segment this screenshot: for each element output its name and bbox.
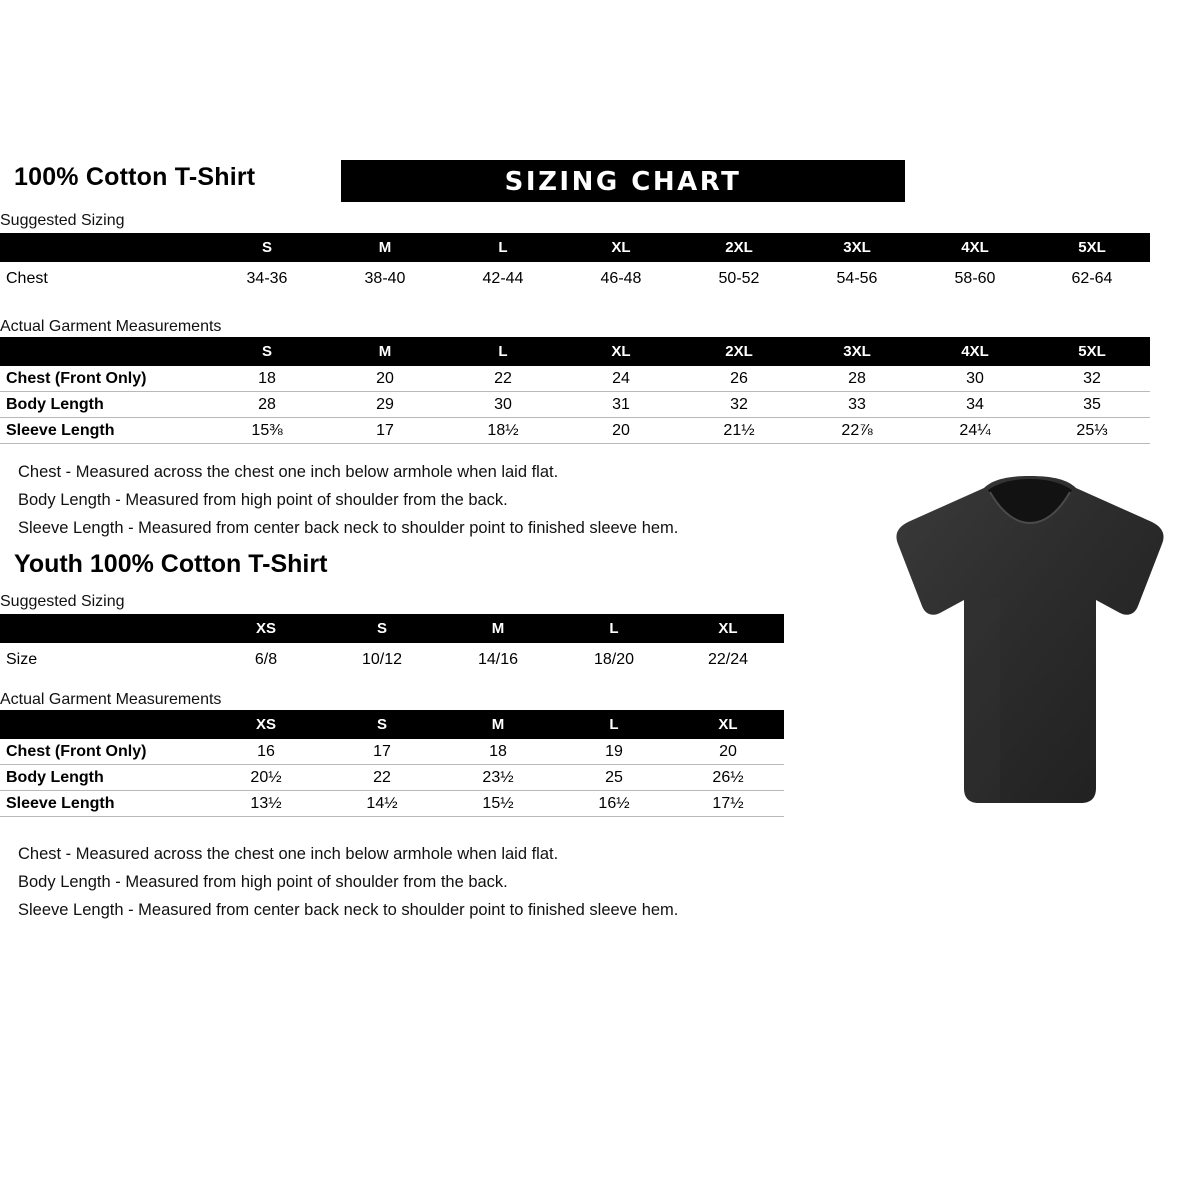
col-header: S — [208, 337, 326, 366]
youth-note-body-length: Body Length - Measured from high point of shoulder from the back. — [18, 873, 508, 891]
col-header: M — [326, 337, 444, 366]
col-header: 4XL — [916, 337, 1034, 366]
cell: 58-60 — [916, 262, 1034, 296]
cell: 33 — [798, 392, 916, 418]
cell: 38-40 — [326, 262, 444, 296]
tshirt-illustration — [880, 470, 1180, 810]
adult-note-chest: Chest - Measured across the chest one inch below armhole when laid flat. — [18, 463, 559, 481]
cell: 42-44 — [444, 262, 562, 296]
col-header: 5XL — [1034, 233, 1150, 262]
cell: 19 — [556, 739, 672, 765]
cell: 22 — [444, 366, 562, 392]
youth-suggested-sizing-table — [0, 614, 784, 677]
table-header-row — [0, 614, 784, 643]
cell: 35 — [1034, 392, 1150, 418]
cell: 18 — [440, 739, 556, 765]
table-header-row — [0, 233, 1150, 262]
cell: 34 — [916, 392, 1034, 418]
cell: 22/24 — [672, 643, 784, 677]
col-header — [0, 614, 208, 643]
cell: 26 — [680, 366, 798, 392]
col-header: XL — [672, 710, 784, 739]
col-header: L — [444, 337, 562, 366]
cell: 54-56 — [798, 262, 916, 296]
col-header: XL — [562, 233, 680, 262]
adult-suggested-sizing-label: Suggested Sizing — [0, 212, 125, 229]
col-header: XL — [562, 337, 680, 366]
youth-garment-measurements-table — [0, 710, 784, 817]
sizing-chart-banner-label: SIZING CHART — [504, 167, 742, 197]
table-row — [0, 791, 784, 817]
youth-suggested-sizing-label: Suggested Sizing — [0, 593, 125, 610]
cell: 20 — [562, 418, 680, 444]
row-label: Chest (Front Only) — [0, 739, 208, 765]
row-label: Sleeve Length — [0, 791, 208, 817]
adult-section-title: 100% Cotton T-Shirt — [14, 163, 256, 191]
table-row — [0, 739, 784, 765]
col-header: M — [440, 710, 556, 739]
cell: 24 — [562, 366, 680, 392]
youth-note-chest: Chest - Measured across the chest one inch below armhole when laid flat. — [18, 845, 559, 863]
cell: 28 — [208, 392, 326, 418]
cell: 22 — [324, 765, 440, 791]
table-row — [0, 262, 1150, 296]
cell: 29 — [326, 392, 444, 418]
col-header: M — [440, 614, 556, 643]
cell: 6/8 — [208, 643, 324, 677]
table-row — [0, 418, 1150, 444]
cell: 32 — [1034, 366, 1150, 392]
col-header: L — [444, 233, 562, 262]
cell: 15½ — [440, 791, 556, 817]
col-header: S — [324, 614, 440, 643]
col-header: 2XL — [680, 337, 798, 366]
col-header: 4XL — [916, 233, 1034, 262]
row-label: Body Length — [0, 392, 208, 418]
col-header — [0, 233, 208, 262]
row-label: Chest (Front Only) — [0, 366, 208, 392]
cell: 24¼ — [916, 418, 1034, 444]
cell: 50-52 — [680, 262, 798, 296]
cell: 21½ — [680, 418, 798, 444]
col-header: 2XL — [680, 233, 798, 262]
cell: 18/20 — [556, 643, 672, 677]
cell: 17½ — [672, 791, 784, 817]
cell: 14/16 — [440, 643, 556, 677]
cell: 46-48 — [562, 262, 680, 296]
table-row — [0, 366, 1150, 392]
cell: 22⅞ — [798, 418, 916, 444]
cell: 14½ — [324, 791, 440, 817]
cell: 17 — [326, 418, 444, 444]
youth-note-sleeve-length: Sleeve Length - Measured from center back neck to shoulder point to finished sleeve hem. — [18, 901, 679, 919]
cell: 18 — [208, 366, 326, 392]
cell: 25 — [556, 765, 672, 791]
col-header: S — [324, 710, 440, 739]
black-tshirt-icon — [880, 470, 1180, 810]
cell: 25⅓ — [1034, 418, 1150, 444]
col-header: L — [556, 614, 672, 643]
cell: 10/12 — [324, 643, 440, 677]
cell: 17 — [324, 739, 440, 765]
col-header — [0, 710, 208, 739]
cell: 26½ — [672, 765, 784, 791]
col-header: M — [326, 233, 444, 262]
adult-note-body-length: Body Length - Measured from high point of shoulder from the back. — [18, 491, 508, 509]
table-header-row — [0, 337, 1150, 366]
adult-garment-measurements-table — [0, 337, 1150, 444]
table-header-row — [0, 710, 784, 739]
cell: 20 — [672, 739, 784, 765]
cell: 31 — [562, 392, 680, 418]
col-header — [0, 337, 208, 366]
adult-garment-measurements-label: Actual Garment Measurements — [0, 318, 222, 335]
cell: 20½ — [208, 765, 324, 791]
col-header: XS — [208, 614, 324, 643]
sizing-chart-banner — [341, 160, 905, 202]
col-header: S — [208, 233, 326, 262]
cell: 62-64 — [1034, 262, 1150, 296]
table-row — [0, 643, 784, 677]
youth-garment-measurements-label: Actual Garment Measurements — [0, 691, 222, 708]
col-header: XS — [208, 710, 324, 739]
cell: 30 — [916, 366, 1034, 392]
cell: 16½ — [556, 791, 672, 817]
row-label: Size — [0, 643, 208, 677]
cell: 15⅜ — [208, 418, 326, 444]
cell: 20 — [326, 366, 444, 392]
col-header: XL — [672, 614, 784, 643]
cell: 18½ — [444, 418, 562, 444]
col-header: L — [556, 710, 672, 739]
col-header: 3XL — [798, 337, 916, 366]
row-label: Sleeve Length — [0, 418, 208, 444]
row-label: Body Length — [0, 765, 208, 791]
cell: 30 — [444, 392, 562, 418]
youth-section-title: Youth 100% Cotton T-Shirt — [14, 550, 328, 578]
adult-note-sleeve-length: Sleeve Length - Measured from center back neck to shoulder point to finished sleeve hem. — [18, 519, 679, 537]
table-row — [0, 765, 784, 791]
col-header: 5XL — [1034, 337, 1150, 366]
cell: 23½ — [440, 765, 556, 791]
adult-suggested-sizing-table — [0, 233, 1150, 296]
row-label: Chest — [0, 262, 208, 296]
cell: 32 — [680, 392, 798, 418]
col-header: 3XL — [798, 233, 916, 262]
cell: 16 — [208, 739, 324, 765]
cell: 28 — [798, 366, 916, 392]
table-row — [0, 392, 1150, 418]
cell: 13½ — [208, 791, 324, 817]
cell: 34-36 — [208, 262, 326, 296]
